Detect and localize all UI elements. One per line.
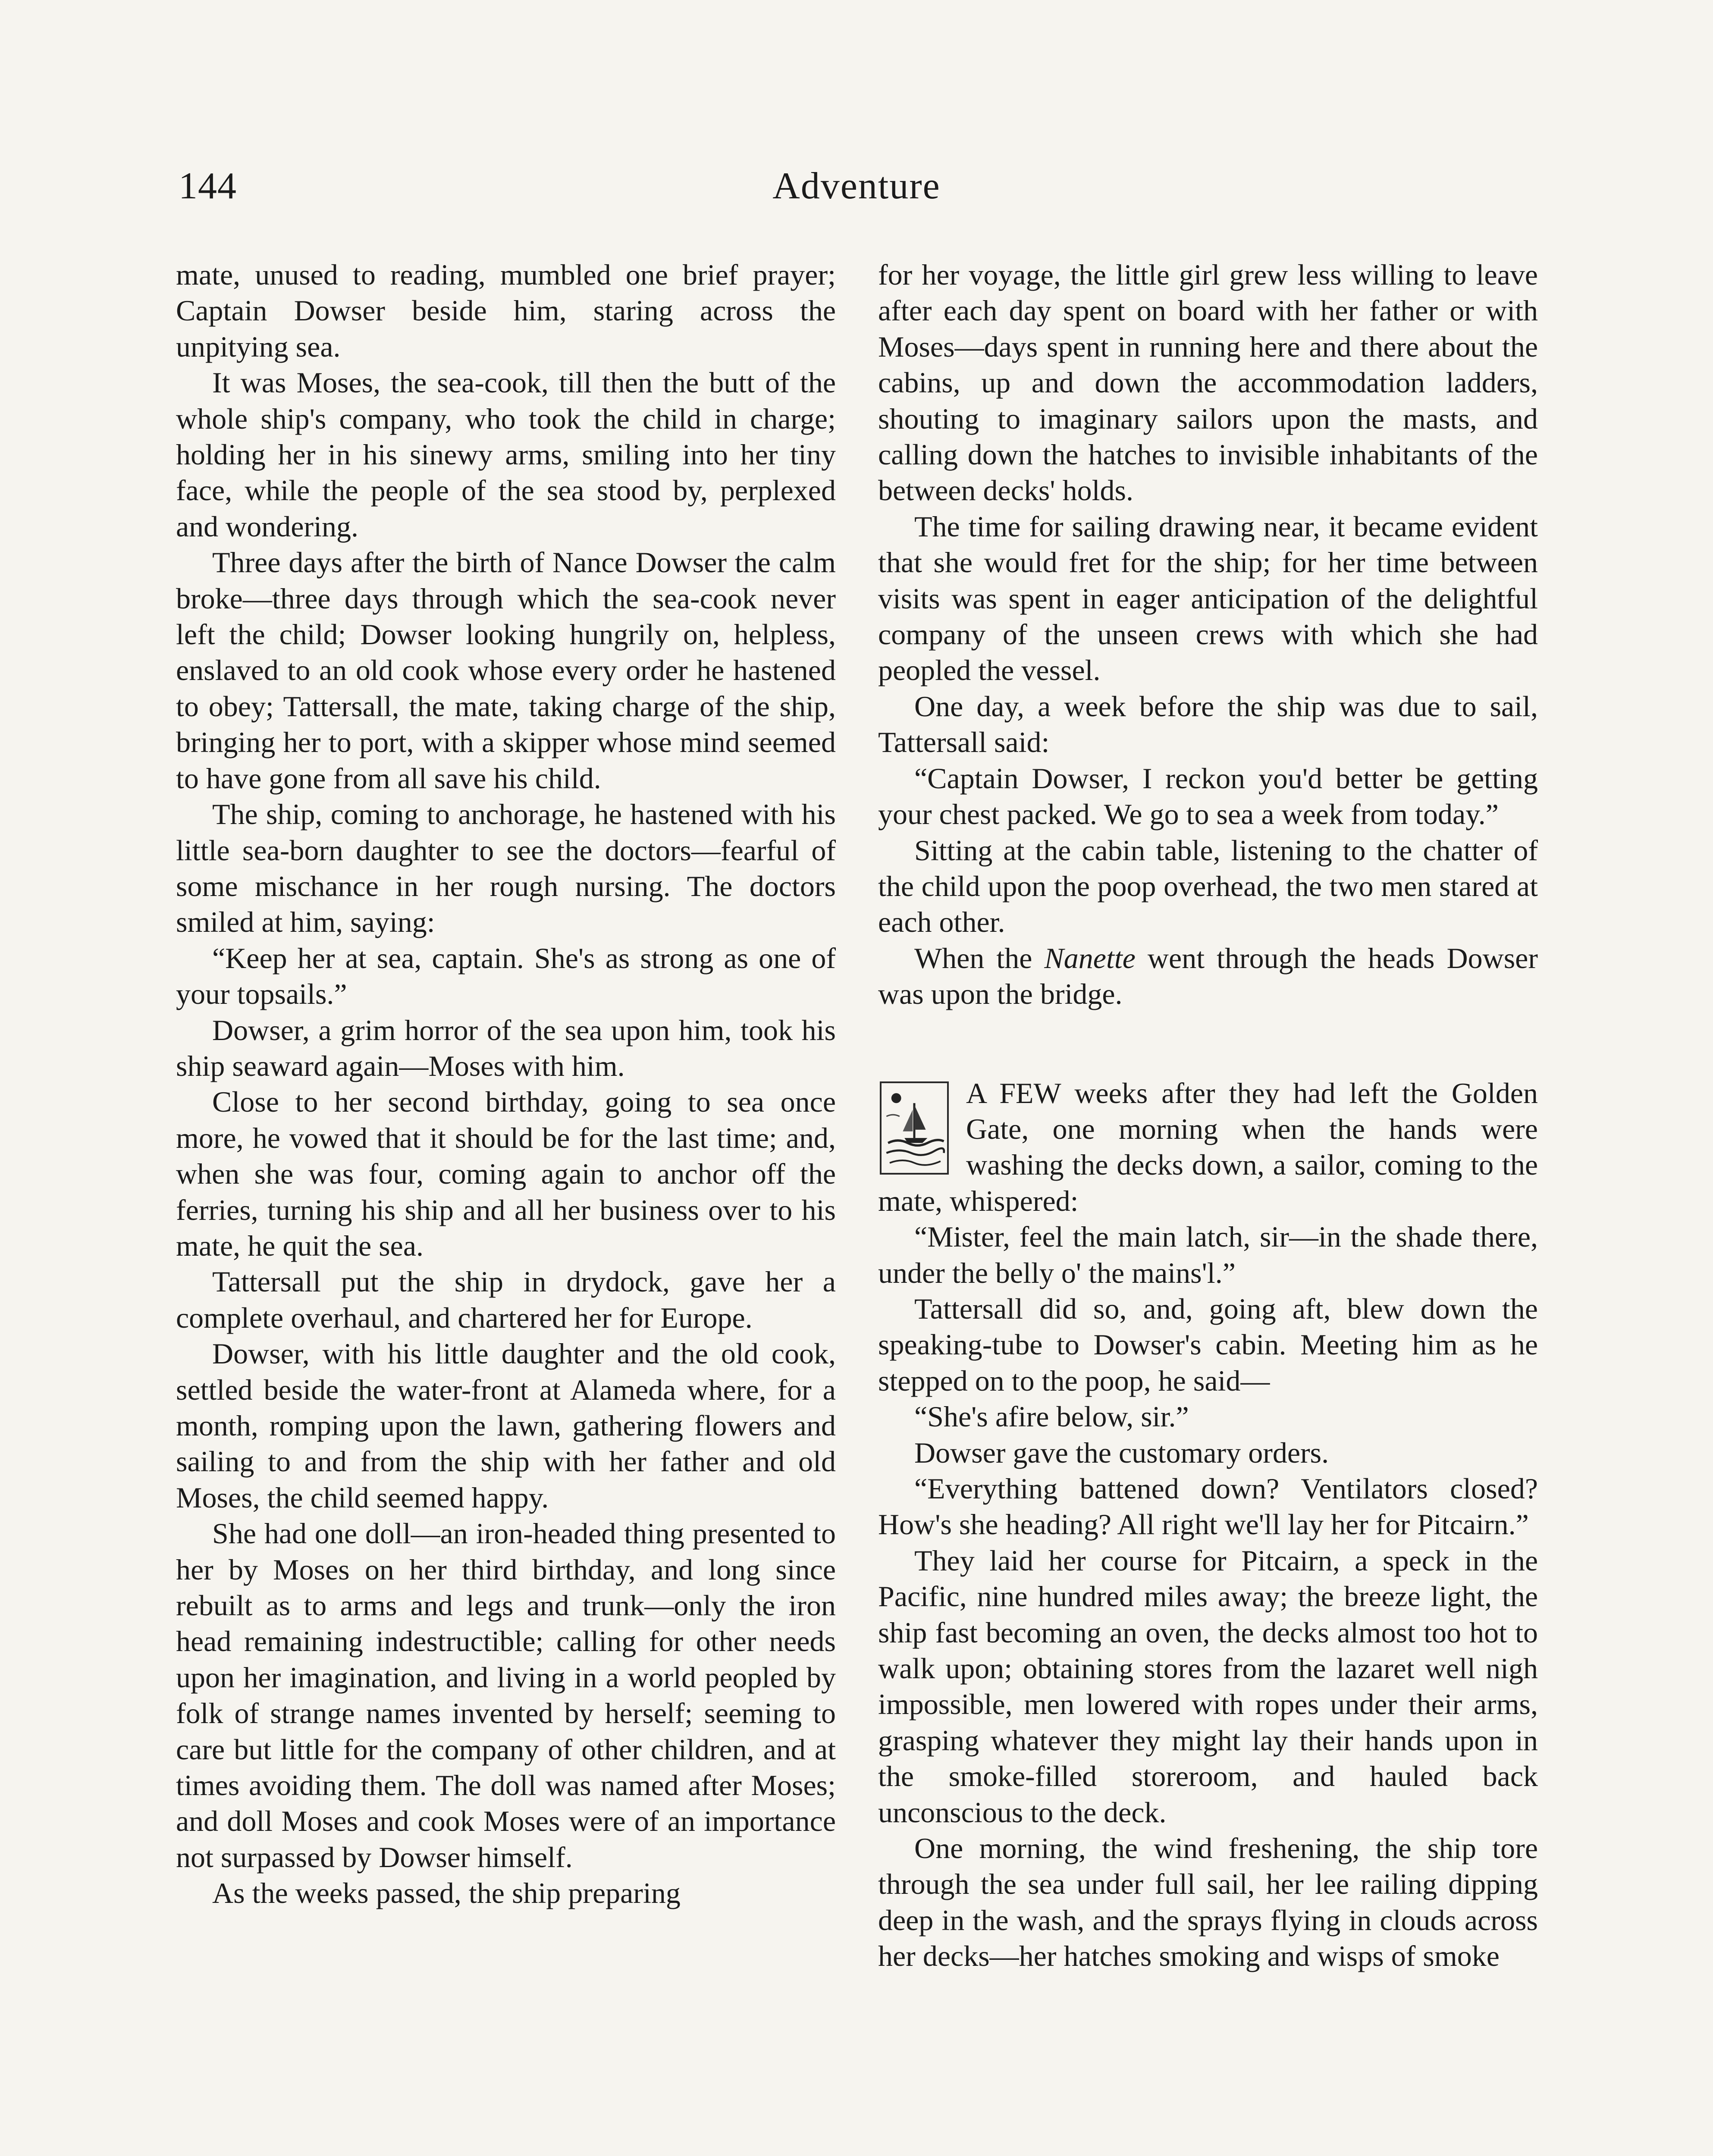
text-run: When the: [914, 941, 1045, 975]
paragraph: Close to her second birthday, going to sea once more, he vowed that it should be for the last time; and, when she was four, coming again to anchor off the ferries, turning his ship and all her business over to his mate, he quit the sea.: [176, 1085, 836, 1262]
paragraph: They laid her course for Pitcairn, a speck in the Pacific, nine hundred miles away; the breeze light, the ship fast becoming an oven, the decks almost too hot to walk upon; obtaining stores from the lazaret well nigh impossible, men lowered with ropes under their arms, grasping whatever they might lay their hands upon in the smoke-filled storeroom, and hauled back unconscious to the deck.: [878, 1544, 1538, 1829]
paragraph: It was Moses, the sea-cook, till then the butt of the whole ship's company, who took the child in charge; holding her in his sinewy arms, smiling into her tiny face, while the people of the sea stood by, perplexed and wondering.: [176, 366, 836, 543]
paragraph: “Captain Dowser, I reckon you'd better be getting your chest packed. We go to sea a week from today.”: [878, 761, 1538, 831]
paragraph: Dowser, with his little daughter and the old cook, settled beside the water-front at Alameda where, for a month, romping upon the lawn, gathering flowers and sailing to and from the ship with her father and old Moses, the child seemed happy.: [176, 1337, 836, 1514]
page-number: 144: [179, 165, 237, 207]
running-title: Adventure: [772, 165, 941, 207]
text-run: went through the heads Dowser was upon the bridge.: [878, 941, 1538, 1011]
paragraph: The time for sailing drawing near, it became evident that she would fret for the ship; for her time between visits was spent in eager anticipation of the delightful company of the unseen crews with which she had peopled the vessel.: [878, 510, 1538, 687]
paragraph: Dowser, a grim horror of the sea upon him, took his ship seaward again—Moses with him.: [176, 1013, 836, 1082]
section-break: [878, 1012, 1538, 1075]
paragraph: Tattersall did so, and, going aft, blew down the speaking-tube to Dowser's cabin. Meeting him as he stepped on to the poop, he said—: [878, 1292, 1538, 1397]
right-column: [878, 257, 1538, 1974]
paragraph: for her voyage, the little girl grew less willing to leave after each day spent on board with her father or with Moses—days spent in running here and there about the cabins, up and down the accommodation ladders, shouting to imaginary sailors upon the masts, and calling down the hatches to invisible inhabitants of the between decks' holds.: [878, 258, 1538, 507]
paragraph: “Mister, feel the main latch, sir—in the shade there, under the belly o' the mains'l.”: [878, 1220, 1538, 1289]
paragraph: As the weeks passed, the ship preparing: [212, 1877, 681, 1910]
left-column: [176, 257, 836, 1912]
paragraph: “She's afire below, sir.”: [914, 1400, 1189, 1433]
paragraph: One morning, the wind freshening, the ship tore through the sea under full sail, her lee railing dipping deep in the wash, and the sprays flying in clouds across her decks—her hatches smoking and wisps of smoke: [878, 1832, 1538, 1973]
paragraph: “Keep her at sea, captain. She's as strong as one of your topsails.”: [176, 941, 836, 1011]
paragraph: Tattersall put the ship in drydock, gave her a complete overhaul, and chartered her for Europe.: [176, 1265, 836, 1334]
paragraph: One day, a week before the ship was due to sail, Tattersall said:: [878, 689, 1538, 759]
paragraph: Dowser gave the customary orders.: [914, 1436, 1329, 1469]
ship-vignette-icon: [880, 1081, 949, 1175]
ship-name: Nanette: [1044, 941, 1136, 975]
paragraph: “Everything battened down? Ventilators closed? How's she heading? All right we'll lay her for Pitcairn.”: [878, 1472, 1538, 1541]
paragraph: [878, 940, 1538, 1012]
paragraph: She had one doll—an iron-headed thing presented to her by Moses on her third birthday, and long since rebuilt as to arms and legs and trunk—only the iron head remaining indestructible; calling for other needs upon her imagination, and living in a world peopled by folk of strange names invented by herself; seeming to care but little for the company of other children, and at times avoiding them. The doll was named after Moses; and doll Moses and cook Moses were of an importance not surpassed by Dowser himself.: [176, 1517, 836, 1874]
paragraph: Sitting at the cabin table, listening to the chatter of the child upon the poop overhead, the two men stared at each other.: [878, 834, 1538, 939]
paragraph: mate, unused to reading, mumbled one brief prayer; Captain Dowser beside him, staring across the unpitying sea.: [176, 258, 836, 363]
section-opening-paragraph: [878, 1075, 1538, 1219]
paragraph-text: A FEW weeks after they had left the Golden Gate, one morning when the hands were washing the decks down, a sailor, coming to the mate, whispered:: [878, 1076, 1538, 1217]
paragraph: The ship, coming to anchorage, he hastened with his little sea-born daughter to see the doctors—fearful of some mischance in her rough nursing. The doctors smiled at him, saying:: [176, 798, 836, 939]
paragraph: Three days after the birth of Nance Dowser the calm broke—three days through which the sea-cook never left the child; Dowser looking hungrily on, helpless, enslaved to an old cook whose every order he hastened to obey; Tattersall, the mate, taking charge of the ship, bringing her to port, with a skipper whose mind seemed to have gone from all save his child.: [176, 546, 836, 795]
